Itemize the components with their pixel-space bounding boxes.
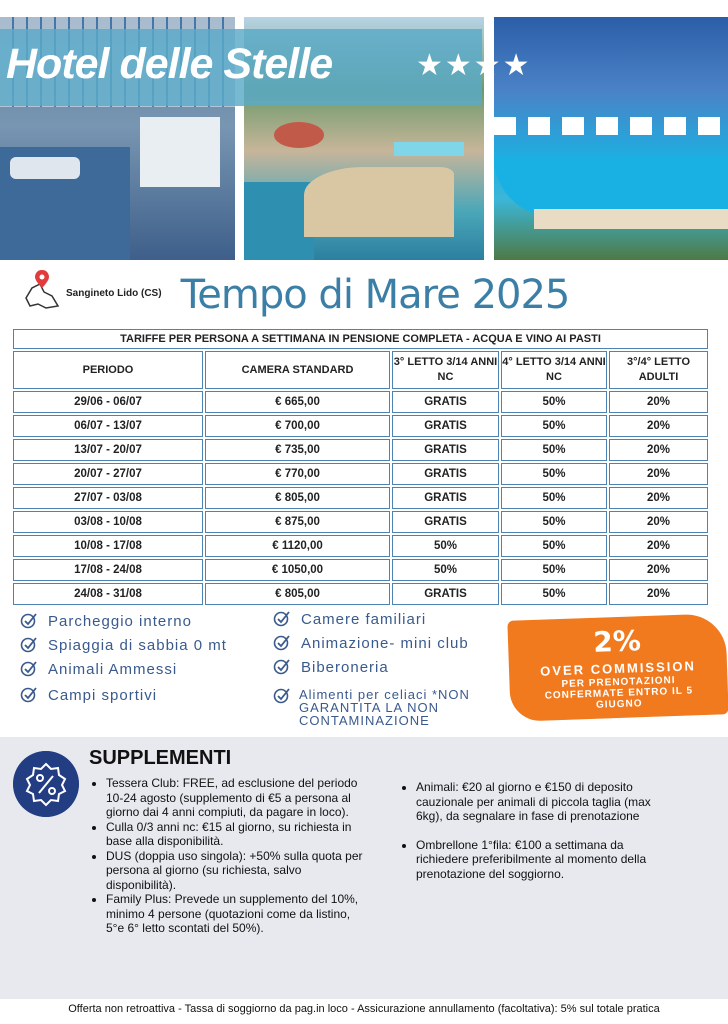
feature-label: Spiaggia di sabbia 0 mt	[48, 637, 227, 654]
check-circle-icon	[273, 609, 291, 627]
table-row	[13, 559, 708, 581]
table-caption: TARIFFE PER PERSONA A SETTIMANA IN PENSIONE COMPLETA - ACQUA E VINO AI PASTI	[13, 329, 708, 349]
cell-period: 24/08 - 31/08	[13, 583, 203, 605]
page-title: Tempo di Mare 2025	[180, 272, 570, 318]
supplements-list-right	[400, 780, 666, 895]
cell-4letto: 50%	[501, 559, 607, 581]
check-circle-icon	[273, 633, 291, 651]
promo-main: OVER COMMISSION	[539, 658, 697, 679]
table-row	[13, 583, 708, 605]
table-row	[13, 535, 708, 557]
cell-adulti: 20%	[609, 391, 708, 413]
cell-price: € 805,00	[205, 583, 390, 605]
table-row	[13, 391, 708, 413]
check-circle-icon	[20, 685, 38, 703]
cell-3letto: GRATIS	[392, 487, 499, 509]
check-circle-icon	[20, 659, 38, 677]
cell-4letto: 50%	[501, 535, 607, 557]
table-row	[13, 511, 708, 533]
feature-label: Parcheggio interno	[48, 613, 192, 630]
cell-3letto: GRATIS	[392, 583, 499, 605]
cell-price: € 700,00	[205, 415, 390, 437]
cell-adulti: 20%	[609, 463, 708, 485]
cell-adulti: 20%	[609, 535, 708, 557]
cell-price: € 735,00	[205, 439, 390, 461]
cell-3letto: 50%	[392, 559, 499, 581]
list-item: • Family Plus: Prevede un supplemento del 10%, minimo 4 persone (quotazioni come da listino, 5°e 6° letto scontati del 50%).	[106, 892, 369, 936]
location-label: Sangineto Lido (CS)	[66, 288, 162, 299]
cell-3letto: GRATIS	[392, 511, 499, 533]
col-header-4letto: 4° LETTO 3/14 ANNI NC	[501, 351, 607, 389]
feature-label: Campi sportivi	[48, 687, 158, 704]
table-row	[13, 463, 708, 485]
promo-badge	[507, 613, 728, 722]
cell-period: 13/07 - 20/07	[13, 439, 203, 461]
cell-4letto: 50%	[501, 511, 607, 533]
supplements-list-left	[90, 776, 369, 936]
cell-adulti: 20%	[609, 511, 708, 533]
supplements-title: SUPPLEMENTI	[89, 747, 232, 769]
cell-4letto: 50%	[501, 463, 607, 485]
feature-item	[273, 633, 469, 652]
cell-price: € 1120,00	[205, 535, 390, 557]
feature-item	[20, 611, 192, 630]
col-header-adulti: 3°/4° LETTO ADULTI	[609, 351, 708, 389]
col-header-3letto: 3° LETTO 3/14 ANNI NC	[392, 351, 499, 389]
cell-3letto: GRATIS	[392, 463, 499, 485]
table-row	[13, 415, 708, 437]
cell-period: 17/08 - 24/08	[13, 559, 203, 581]
cell-period: 29/06 - 06/07	[13, 391, 203, 413]
cell-4letto: 50%	[501, 487, 607, 509]
table-row	[13, 439, 708, 461]
feature-label: Biberoneria	[301, 659, 389, 676]
promo-percent: 2%	[592, 624, 642, 659]
feature-label: Animali Ammessi	[48, 661, 178, 678]
price-table	[11, 327, 710, 607]
cell-3letto: 50%	[392, 535, 499, 557]
cell-period: 27/07 - 03/08	[13, 487, 203, 509]
cell-period: 06/07 - 13/07	[13, 415, 203, 437]
cell-period: 20/07 - 27/07	[13, 463, 203, 485]
cell-3letto: GRATIS	[392, 391, 499, 413]
cell-period: 03/08 - 10/08	[13, 511, 203, 533]
cell-3letto: GRATIS	[392, 415, 499, 437]
feature-item	[20, 659, 177, 678]
cell-price: € 875,00	[205, 511, 390, 533]
cell-period: 10/08 - 17/08	[13, 535, 203, 557]
check-circle-icon	[20, 611, 38, 629]
check-circle-icon	[273, 657, 291, 675]
feature-item	[273, 657, 389, 676]
cell-4letto: 50%	[501, 391, 607, 413]
cell-adulti: 20%	[609, 487, 708, 509]
cell-price: € 770,00	[205, 463, 390, 485]
cell-adulti: 20%	[609, 439, 708, 461]
star-rating: ★★★★	[416, 49, 532, 82]
cell-price: € 665,00	[205, 391, 390, 413]
cell-price: € 1050,00	[205, 559, 390, 581]
cell-4letto: 50%	[501, 415, 607, 437]
cell-adulti: 20%	[609, 583, 708, 605]
feature-item	[20, 635, 227, 654]
discount-badge-icon	[13, 751, 79, 817]
promo-sub: PER PRENOTAZIONI CONFERMATE ENTRO IL 5 GIUGNO	[544, 675, 694, 711]
list-item: • DUS (doppia uso singola): +50% sulla quota per persona al giorno (su richiesta, salvo disponibilità).	[106, 849, 369, 893]
list-item: • Tessera Club: FREE, ad esclusione del periodo 10-24 agosto (supplemento di €5 a persona al giorno dai 4 anni compiuti, da pagare in loco).	[106, 776, 369, 820]
feature-label: Animazione- mini club	[301, 635, 469, 652]
list-item: • Animali: €20 al giorno e €150 di deposito cauzionale per animali di piccola taglia (max 6kg), da segnalare in fase di prenotazione	[416, 780, 666, 824]
col-header-camera: CAMERA STANDARD	[205, 351, 390, 389]
cell-4letto: 50%	[501, 583, 607, 605]
table-row	[13, 487, 708, 509]
cell-adulti: 20%	[609, 559, 708, 581]
check-circle-icon	[273, 686, 291, 704]
check-circle-icon	[20, 635, 38, 653]
cell-adulti: 20%	[609, 415, 708, 437]
list-item: • Culla 0/3 anni nc: €15 al giorno, su richiesta in base alla disponibilità.	[106, 820, 369, 849]
feature-label: Alimenti per celiaci *NON GARANTITA LA NON CONTAMINAZIONE	[299, 687, 470, 728]
cell-price: € 805,00	[205, 487, 390, 509]
list-item: • Ombrellone 1°fila: €100 a settimana da richiedere preferibilmente al momento della prenotazione del soggiorno.	[416, 838, 666, 882]
feature-label: Camere familiari	[301, 611, 427, 628]
cell-4letto: 50%	[501, 439, 607, 461]
footer-note: Offerta non retroattiva - Tassa di soggiorno da pag.in loco - Assicurazione annullamento (facoltativa): 5% sul totale pratica	[68, 1003, 660, 1015]
feature-item	[273, 609, 426, 628]
feature-item	[20, 685, 157, 704]
col-header-periodo: PERIODO	[13, 351, 203, 389]
cell-3letto: GRATIS	[392, 439, 499, 461]
hotel-name: Hotel delle Stelle	[6, 40, 333, 88]
